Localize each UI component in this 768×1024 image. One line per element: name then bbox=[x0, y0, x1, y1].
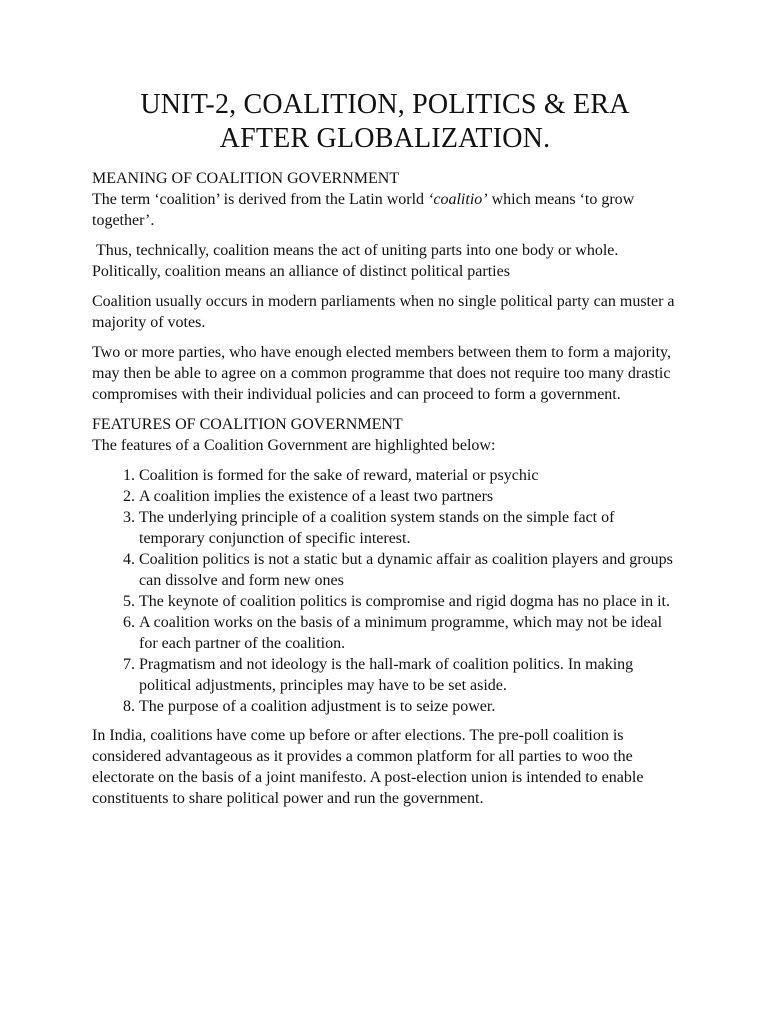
list-item: 5. The keynote of coalition politics is compromise and rigid dogma has no place in it. bbox=[139, 591, 678, 612]
meaning-p1-before: The term ‘coalition’ is derived from the Latin world bbox=[92, 191, 429, 208]
list-item: 8. The purpose of a coalition adjustment is to seize power. bbox=[139, 696, 678, 717]
list-item: 6. A coalition works on the basis of a minimum programme, which may not be ideal for each partner of the coalition. bbox=[139, 612, 678, 654]
features-section bbox=[92, 414, 678, 717]
features-list bbox=[92, 465, 678, 717]
list-item: 1. Coalition is formed for the sake of reward, material or psychic bbox=[139, 465, 678, 486]
list-item: 2. A coalition implies the existence of a least two partners bbox=[139, 486, 678, 507]
meaning-paragraph-2: Thus, technically, coalition means the act of uniting parts into one body or whole. Politically, coalition means an alliance of distinct political parties bbox=[92, 242, 623, 280]
india-paragraph: In India, coalitions have come up before or after elections. The pre-poll coalition is considered advantageous as it provides a common platform for all parties to woo the electorate on the basis of a joint manifesto. A post-election union is intended to enable constituents to share political power and run the government. bbox=[92, 727, 644, 807]
document-page bbox=[92, 88, 678, 818]
title-line-2: AFTER GLOBALIZATION. bbox=[219, 123, 551, 154]
meaning-heading: MEANING OF COALITION GOVERNMENT bbox=[92, 170, 400, 187]
meaning-paragraph-4: Two or more parties, who have enough elected members between them to form a majority, may then be able to agree on a common programme that does not require too many drastic compromises with their individual policies and can proceed to form a government. bbox=[92, 344, 671, 403]
title-line-1: UNIT-2, COALITION, POLITICS & ERA bbox=[140, 89, 630, 120]
meaning-section bbox=[92, 168, 678, 405]
features-intro: The features of a Coalition Government are highlighted below: bbox=[92, 437, 496, 454]
list-item: 7. Pragmatism and not ideology is the hall-mark of coalition politics. In making political adjustments, principles may have to be set aside. bbox=[139, 654, 678, 696]
features-heading: FEATURES OF COALITION GOVERNMENT bbox=[92, 416, 403, 433]
meaning-p1-latin-term: ‘coalitio’ bbox=[428, 191, 488, 208]
list-item: 4. Coalition politics is not a static but a dynamic affair as coalition players and groups can dissolve and form new ones bbox=[139, 549, 678, 591]
meaning-p1-after: which means ‘to grow together’. bbox=[92, 191, 635, 229]
meaning-paragraph-3: Coalition usually occurs in modern parliaments when no single political party can muster a majority of votes. bbox=[92, 293, 675, 331]
page-title bbox=[92, 88, 678, 156]
list-item: 3. The underlying principle of a coalition system stands on the simple fact of temporary conjunction of specific interest. bbox=[139, 507, 678, 549]
india-section bbox=[92, 725, 678, 809]
meaning-paragraph-1 bbox=[92, 189, 678, 231]
